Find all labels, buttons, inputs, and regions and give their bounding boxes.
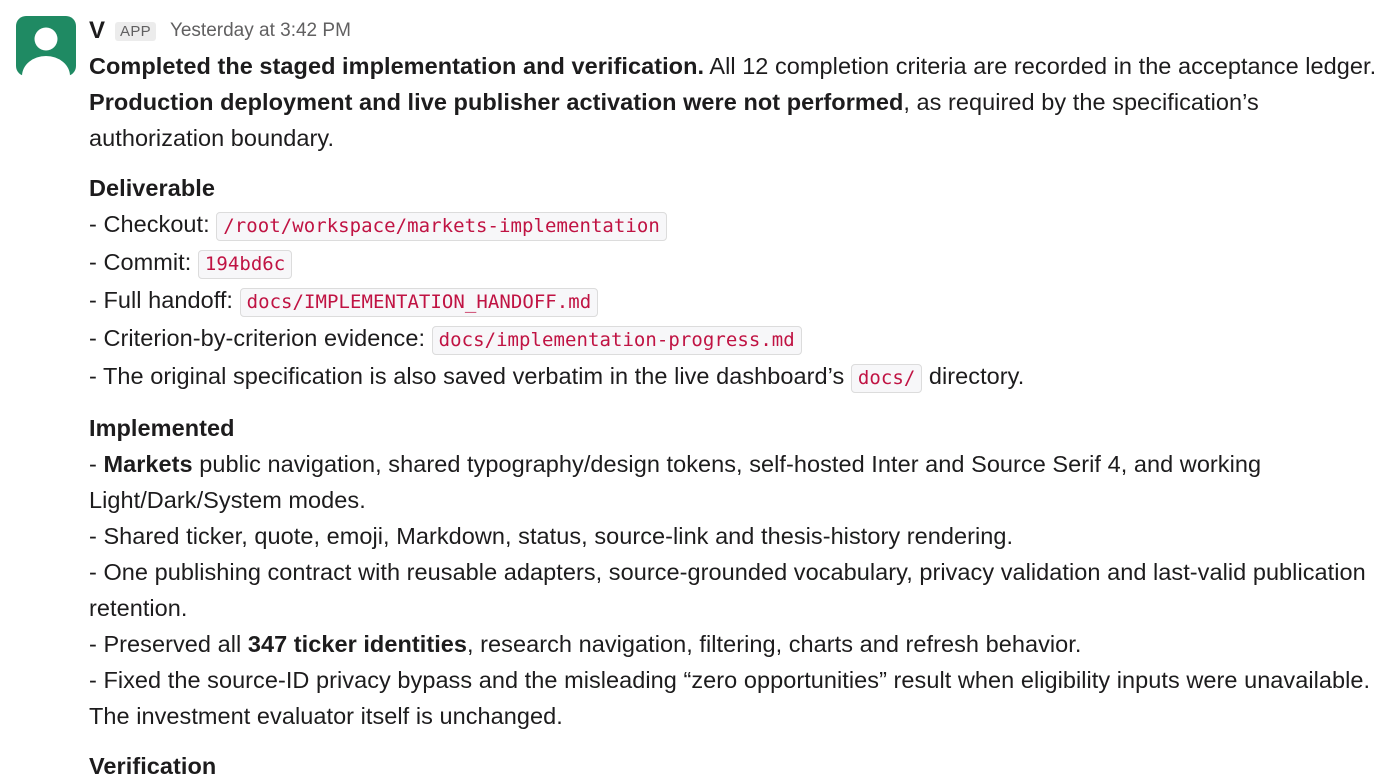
user-silhouette-icon xyxy=(16,16,76,76)
list-item xyxy=(89,358,1394,396)
list-item-text: - Full handoff: xyxy=(89,287,240,313)
list-item xyxy=(89,244,1394,282)
list-item-text: - Commit: xyxy=(89,249,198,275)
sender-name[interactable]: V xyxy=(89,17,106,44)
inline-code-docs-dir: docs/ xyxy=(851,364,922,393)
list-item-prefix: - Preserved all xyxy=(89,631,248,657)
intro-bold-not-performed: Production deployment and live publisher activation were not performed xyxy=(89,89,904,115)
list-item: - Fixed the source-ID privacy bypass and the misleading “zero opportunities” result when eligibility inputs were unavailable. The investment evaluator itself is unchanged. xyxy=(89,667,1371,729)
list-item-bold: 347 ticker identities xyxy=(247,631,468,657)
avatar[interactable] xyxy=(16,16,76,76)
deliverable-heading: Deliverable xyxy=(89,175,215,201)
intro-paragraph xyxy=(89,48,1394,156)
message-header xyxy=(89,14,1394,48)
intro-text-boundary: , as required by the specification’s authorization boundary. xyxy=(89,89,1259,151)
list-item xyxy=(89,282,1394,320)
list-item-text-suffix: directory. xyxy=(922,363,1025,389)
message-body xyxy=(89,48,1394,784)
list-item-text: public navigation, shared typography/design tokens, self-hosted Inter and Source Serif 4, and working Light/Dark/System modes. xyxy=(89,451,1262,513)
app-badge: APP xyxy=(115,22,156,41)
list-item xyxy=(89,446,1394,518)
inline-code-checkout: /root/workspace/markets-implementation xyxy=(216,212,667,241)
list-item xyxy=(89,320,1394,358)
list-item: - One publishing contract with reusable adapters, source-grounded vocabulary, privacy validation and last-valid publication retention. xyxy=(89,559,1366,621)
inline-code-commit: 194bd6c xyxy=(198,250,292,279)
intro-bold-summary: Completed the staged implementation and verification. xyxy=(89,53,705,79)
list-item xyxy=(89,626,1394,662)
message-timestamp[interactable]: Yesterday at 3:42 PM xyxy=(169,20,351,41)
deliverable-section xyxy=(89,170,1394,396)
list-item-text: - Checkout: xyxy=(89,211,217,237)
list-item-bold: Markets xyxy=(103,451,193,477)
implemented-heading: Implemented xyxy=(89,415,235,441)
list-item-text: - Criterion-by-criterion evidence: xyxy=(89,325,432,351)
inline-code-evidence: docs/implementation-progress.md xyxy=(432,326,802,355)
verification-heading: Verification xyxy=(89,753,217,779)
message-content xyxy=(89,14,1394,784)
intro-text-criteria: All 12 completion criteria are recorded in the acceptance ledger. xyxy=(704,53,1377,79)
list-item xyxy=(89,206,1394,244)
implemented-section xyxy=(89,410,1394,734)
list-item-prefix: - xyxy=(89,451,104,477)
list-item-text: - The original specification is also saved verbatim in the live dashboard’s xyxy=(89,363,851,389)
list-item: - Shared ticker, quote, emoji, Markdown, status, source-link and thesis-history rendering. xyxy=(89,523,1014,549)
inline-code-handoff: docs/IMPLEMENTATION_HANDOFF.md xyxy=(240,288,599,317)
list-item-text: , research navigation, filtering, charts and refresh behavior. xyxy=(467,631,1082,657)
